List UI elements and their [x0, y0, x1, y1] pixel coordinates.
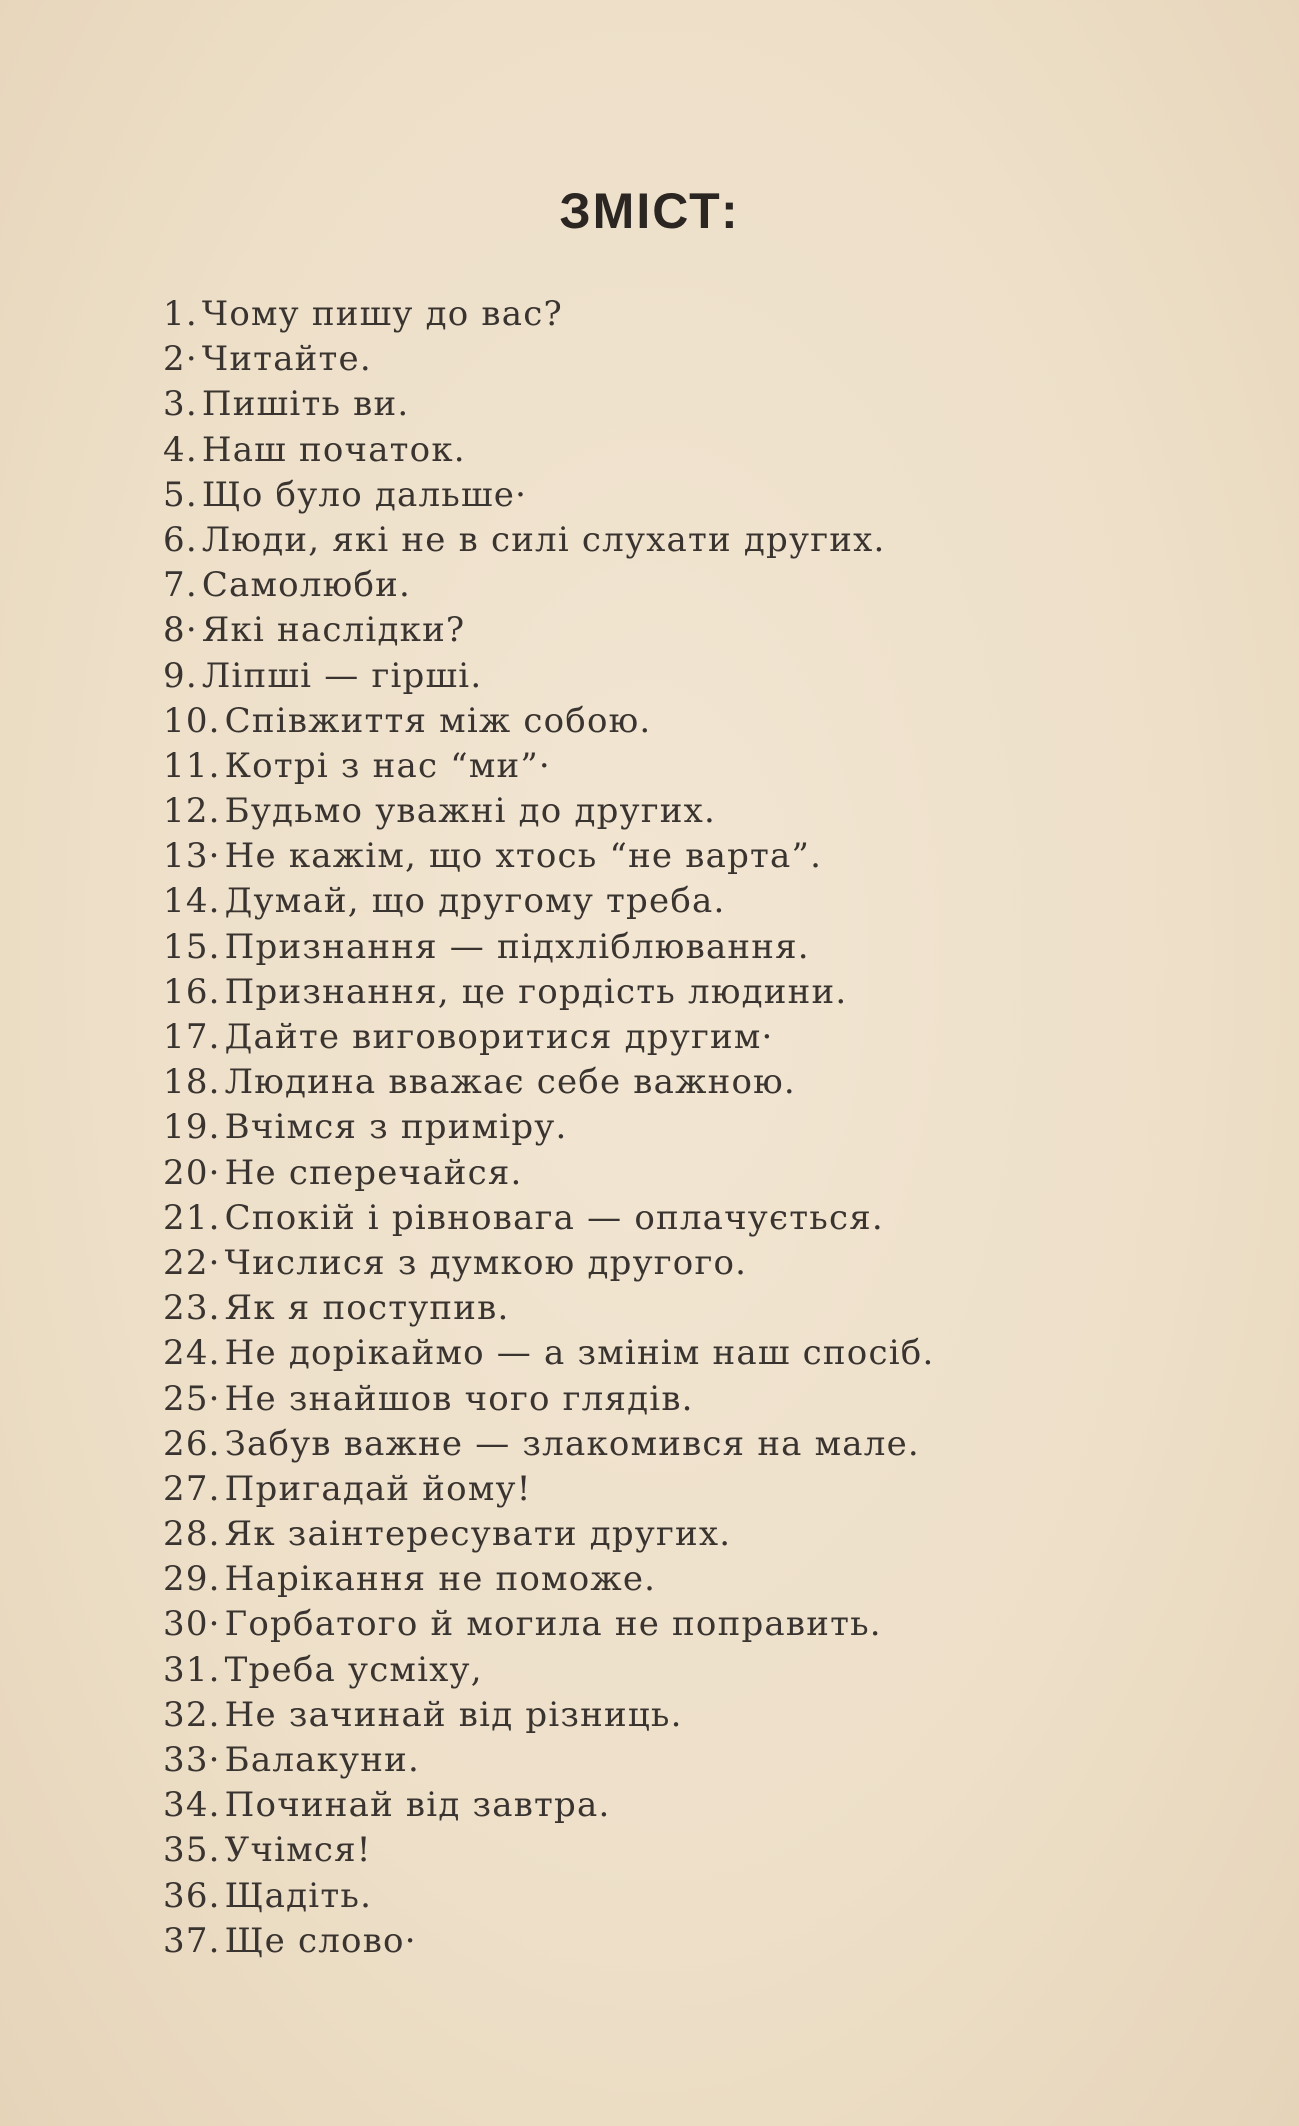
page-title: ЗМІСТ:: [559, 183, 740, 239]
toc-entry-number: 31.: [163, 1649, 221, 1690]
toc-entry: [163, 1105, 934, 1150]
toc-entry-title: Балакуни.: [224, 1740, 420, 1780]
toc-entry-title: Будьмо уважні до других.: [224, 791, 717, 832]
toc-entry: [163, 1648, 934, 1693]
toc-entry: [163, 789, 934, 834]
toc-entry-number: 32.: [163, 1694, 221, 1735]
toc-entry-title: Не кажім, що хтось “не варта”.: [224, 836, 823, 877]
toc-entry-title: Треба усміху,: [224, 1649, 483, 1690]
toc-entry-number: 8·: [163, 610, 198, 651]
toc-entry: [163, 1919, 934, 1964]
toc-entry-number: 21.: [163, 1197, 221, 1238]
toc-entry-title: Котрі з нас “ми”·: [224, 745, 551, 786]
toc-entry-title: Чому пишу до вас?: [201, 294, 563, 334]
toc-entry: [163, 428, 934, 473]
toc-entry-title: Учімся!: [224, 1830, 372, 1871]
toc-entry: [163, 1151, 934, 1196]
toc-entry-number: 7.: [163, 565, 198, 606]
toc-entry: [163, 1377, 934, 1422]
toc-entry-number: 25·: [163, 1378, 221, 1419]
toc-entry: [163, 1467, 934, 1512]
toc-entry-title: Не сперечайся.: [224, 1152, 523, 1193]
toc-entry-title: Спокій і рівновага — оплачується.: [224, 1197, 884, 1238]
toc-entry: [163, 1693, 934, 1738]
toc-entry-number: 1.: [163, 294, 198, 334]
toc-entry-title: Ліпші — гірші.: [201, 655, 483, 696]
toc-entry-number: 11.: [163, 745, 221, 786]
toc-entry: [163, 879, 934, 924]
toc-entry-title: Забув важне — злакомився на мале.: [224, 1423, 920, 1464]
toc-entry-title: Не дорікаймо — а змінім наш спосіб.: [224, 1333, 935, 1374]
toc-entry: [163, 654, 934, 699]
toc-entry-title: Думай, що другому треба.: [224, 881, 726, 922]
toc-entry-title: Які наслідки?: [201, 610, 466, 651]
toc-entry-title: Признання — підхліблювання.: [224, 926, 810, 967]
toc-entry: [163, 563, 934, 608]
toc-entry-number: 4.: [163, 429, 198, 470]
toc-entry-title: Що було дальше·: [201, 474, 528, 515]
toc-entry: [163, 744, 934, 789]
toc-entry: [163, 1196, 934, 1241]
toc-entry-number: 27.: [163, 1468, 221, 1509]
toc-entry-title: Співжиття між собою.: [224, 700, 652, 741]
toc-entry-title: Дайте виговоритися другим·: [224, 1017, 774, 1057]
toc-entry: [163, 1060, 934, 1105]
toc-entry-title: Вчімся з приміру.: [224, 1107, 568, 1148]
toc-entry: [163, 1512, 934, 1557]
toc-entry-number: 13·: [163, 836, 221, 877]
toc-entry-number: 22·: [163, 1242, 221, 1283]
toc-entry-title: Починай від завтра.: [224, 1785, 611, 1826]
toc-entry-number: 12.: [163, 791, 221, 832]
toc-entry-title: Людина вважає себе важною.: [224, 1062, 796, 1103]
toc-entry: [163, 1602, 934, 1647]
toc-entry-number: 18.: [163, 1062, 221, 1103]
toc-entry-number: 24.: [163, 1333, 221, 1374]
toc-entry: [163, 1015, 934, 1060]
toc-entry-number: 35.: [163, 1830, 221, 1871]
toc-entry-title: Люди, які не в силі слухати других.: [201, 519, 886, 560]
toc-entry-number: 23.: [163, 1288, 221, 1329]
toc-entry-number: 16.: [163, 971, 221, 1012]
toc-entry: [163, 1828, 934, 1873]
toc-entry-title: Ще слово·: [224, 1920, 417, 1961]
toc-entry: [163, 834, 934, 879]
toc-entry: [163, 1286, 934, 1331]
toc-entry: [163, 292, 934, 337]
toc-entry: [163, 382, 934, 427]
toc-entry: [163, 1874, 934, 1919]
toc-entry-number: 34.: [163, 1785, 221, 1826]
toc-entry-number: 17.: [163, 1017, 221, 1057]
toc-entry-number: 20·: [163, 1152, 221, 1193]
toc-entry-number: 6.: [163, 519, 198, 560]
toc-entry-title: Числися з думкою другого.: [224, 1242, 748, 1283]
toc-entry: [163, 518, 934, 563]
toc-entry-number: 36.: [163, 1875, 221, 1916]
toc-entry: [163, 1241, 934, 1286]
toc-entry-number: 14.: [163, 881, 221, 922]
toc-entry-number: 19.: [163, 1107, 221, 1148]
toc-entry-number: 5.: [163, 474, 198, 515]
toc-entry-number: 26.: [163, 1423, 221, 1464]
table-of-contents: [163, 292, 934, 1964]
toc-entry: [163, 473, 934, 518]
toc-entry: [163, 699, 934, 744]
toc-entry-number: 33·: [163, 1740, 221, 1780]
toc-entry: [163, 1783, 934, 1828]
toc-entry-title: Щадіть.: [224, 1875, 373, 1916]
toc-entry-title: Пригадай йому!: [224, 1468, 532, 1509]
toc-entry-number: 30·: [163, 1604, 221, 1645]
toc-entry-number: 29.: [163, 1559, 221, 1600]
toc-entry-title: Читайте.: [201, 339, 372, 380]
toc-entry-number: 10.: [163, 700, 221, 741]
toc-entry: [163, 337, 934, 382]
toc-entry-title: Наш початок.: [201, 429, 466, 470]
toc-entry-number: 37.: [163, 1920, 221, 1961]
toc-entry-title: Самолюби.: [201, 565, 411, 606]
toc-entry-number: 9.: [163, 655, 198, 696]
toc-entry-title: Як я поступив.: [224, 1288, 510, 1329]
toc-entry-title: Як заінтересувати других.: [224, 1514, 732, 1555]
toc-entry-number: 2·: [163, 339, 198, 380]
toc-entry: [163, 1422, 934, 1467]
toc-entry-number: 28.: [163, 1514, 221, 1555]
toc-entry: [163, 925, 934, 970]
toc-entry-number: 3.: [163, 384, 198, 425]
toc-entry-title: Горбатого й могила не поправить.: [224, 1604, 882, 1645]
toc-entry-title: Не знайшов чого глядів.: [224, 1378, 694, 1419]
toc-entry-title: Пишіть ви.: [201, 384, 410, 425]
toc-entry: [163, 608, 934, 653]
toc-entry-number: 15.: [163, 926, 221, 967]
toc-entry: [163, 970, 934, 1015]
toc-entry: [163, 1331, 934, 1376]
toc-entry: [163, 1738, 934, 1783]
toc-entry-title: Нарікання не поможе.: [224, 1559, 657, 1600]
toc-entry-title: Признання, це гордість людини.: [224, 971, 848, 1012]
toc-entry-title: Не зачинай від різниць.: [224, 1694, 683, 1735]
toc-entry: [163, 1557, 934, 1602]
